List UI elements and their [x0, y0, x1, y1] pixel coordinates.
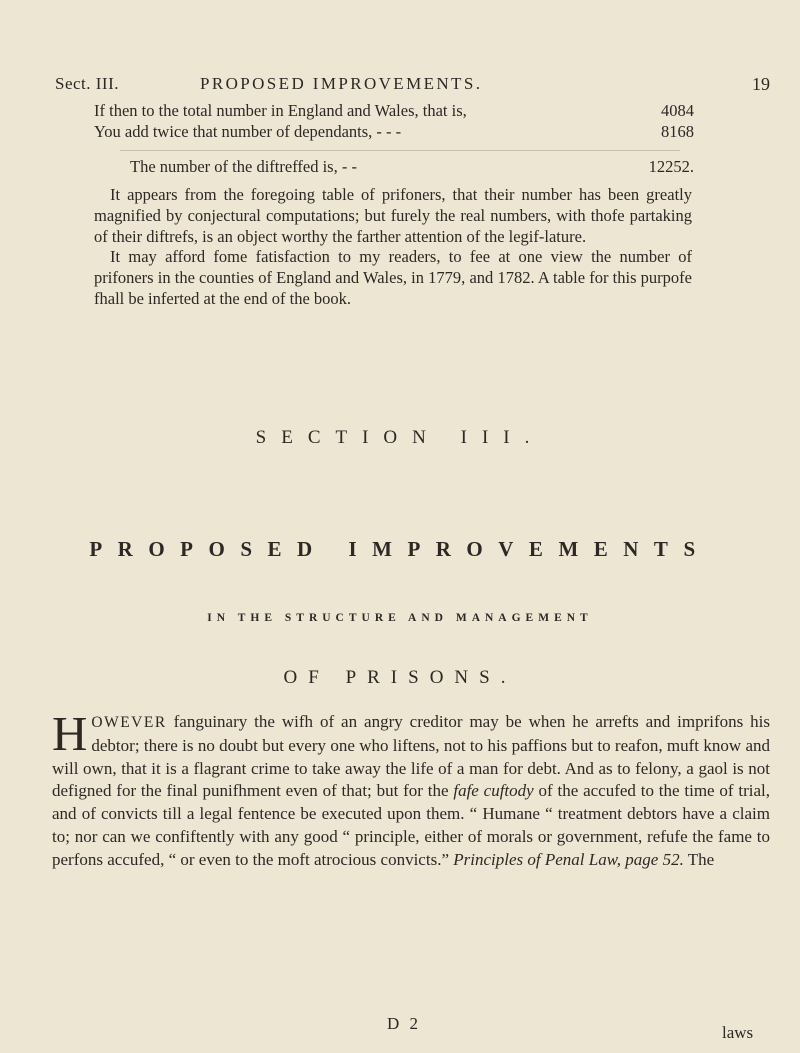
- calculation-line-1: [94, 101, 694, 123]
- calculation-line-2-value: 8168: [661, 122, 694, 141]
- calculation-total-value: 12252.: [648, 157, 694, 176]
- paragraph-satisfaction: It may afford fome fatisfaction to my readers, to fee at one view the number of prifoners in the counties of England and Wales, in 1779, and 1782. A table for this purpofe fhall be inferted at the end of the book.: [94, 247, 692, 309]
- page-footer: [0, 1014, 800, 1042]
- running-head-title: PROPOSED IMPROVEMENTS.: [200, 74, 483, 93]
- lead-word: OWEVER: [91, 714, 167, 731]
- citation-page: 52.: [662, 849, 684, 869]
- running-head-section: Sect. III.: [55, 74, 120, 93]
- calculation-line-2: [94, 122, 694, 144]
- calculation-line-1-label: If then to the total number in England and Wales, that is,: [94, 101, 467, 120]
- signature-mark: D 2: [387, 1014, 422, 1033]
- calculation-total-label: The number of the diftreffed is, - -: [130, 157, 357, 176]
- citation-title: Principles of Penal Law, page: [453, 849, 659, 869]
- body-text-part-1: fanguinary the wifh of an angry creditor may be when he arrefts and imprifons his debtor; there is no doubt but every one who liftens, not to his paffions but to reafon, muft know and will own, that it is a flagrant crime to take away the life of a man for debt. And as to felony, a gaol is not defigned for the final punifhment even of that; but for the: [52, 712, 770, 801]
- section-body-text: [52, 706, 771, 872]
- last-word: The: [687, 849, 715, 869]
- section-label: SECTION III.: [255, 427, 545, 448]
- running-head: [55, 74, 770, 98]
- sum-rule: [120, 150, 680, 151]
- calculation-line-1-value: 4084: [661, 101, 694, 120]
- catchword: laws: [722, 1023, 754, 1042]
- section-title: PROPOSED IMPROVEMENTS: [89, 537, 711, 561]
- section-subtitle-2: OF PRISONS.: [283, 667, 517, 688]
- body-text-part-2: of the accufed to the time of trial, and of convicts till a legal fentence be executed upon them. “ Humane “ treatment debtors have a claim to; nor can we confiftently with any good “ principle, either of morals or government, refufe the fame to perfons accufed, “ or even to the moft atrocious convicts.”: [52, 781, 771, 869]
- page-number: 19: [752, 74, 770, 94]
- section-subtitle: IN THE STRUCTURE AND MANAGEMENT: [207, 612, 593, 624]
- emphasis-safe-custody: fafe cuftody: [453, 781, 534, 801]
- paragraph-prisoners-table: It appears from the foregoing table of prifoners, that their number has been greatly magnified by conjectural computations; but furely the real numbers, with thofe partaking of their diftrefs, is an object worthy the farther attention of the legif-lature.: [94, 185, 692, 247]
- calculation-total: [94, 157, 694, 179]
- drop-cap: H: [52, 706, 88, 761]
- calculation-line-2-label: You add twice that number of dependants, - - -: [94, 122, 402, 141]
